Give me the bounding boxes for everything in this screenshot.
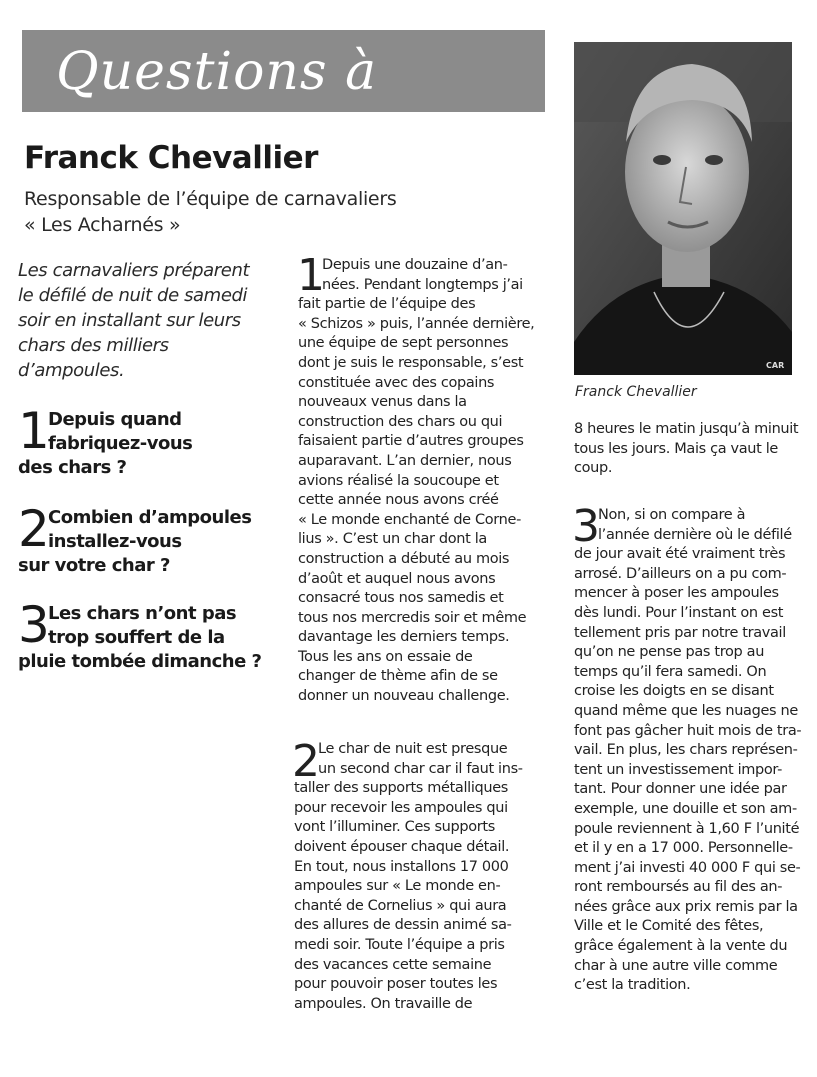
intro-line: chars des milliers [18,335,169,356]
answer-line: croise les doigts en se disant [574,683,774,700]
answer-line: tent un investissement impor- [574,761,782,778]
question-line: sur votre char ? [18,555,170,576]
photo-credit: CAR [766,361,785,370]
question-line: installez-vous [48,531,182,552]
answer-line: nouveaux venus dans la [298,394,467,411]
answer-line: vail. En plus, les chars représen- [574,742,798,759]
question-3 [18,596,280,674]
answer-line: quand même que les nuages ne [574,702,798,719]
answer-line: temps qu’il fera samedi. On [574,663,767,680]
interviewee-role [24,186,396,238]
answer-line: des vacances cette semaine [294,956,492,973]
question-line: Les chars n’ont pas [48,603,237,624]
answer-line: 8 heures le matin jusqu’à minuit [574,421,799,437]
question-number: 1 [18,402,50,460]
answer-line: auparavant. L’an dernier, nous [298,452,512,469]
answer-line: tellement pris par notre travail [574,624,786,641]
answer-line: fait partie de l’équipe des [298,296,476,313]
answer-line: nées. Pendant longtemps j’ai [322,276,523,293]
photo-caption: Franck Chevallier [575,384,697,400]
answer-line: nées grâce aux prix remis par la [574,898,798,915]
answer-number: 3 [572,501,600,552]
answer-line: davantage les derniers temps. [298,629,510,646]
answer-line: ront remboursés au fil des an- [574,879,783,896]
question-line: Combien d’ampoules [48,507,252,528]
answer-line: constituée avec des copains [298,374,495,391]
answer-line: chanté de Cornelius » qui aura [294,897,507,914]
question-line: trop souffert de la [48,627,225,648]
answer-line: medi soir. Toute l’équipe a pris [294,936,505,953]
answer-line: Tous les ans on essaie de [298,648,473,665]
answer-line: exemple, une douille et son am- [574,800,797,817]
answer-line: mencer à poser les ampoules [574,585,779,602]
answer-line: vont l’illuminer. Ces supports [294,819,495,836]
answer-2 [292,736,546,1014]
intro-line: soir en installant sur leurs [18,310,241,331]
answer-line: donner un nouveau challenge. [298,688,510,705]
answer-line: construction des chars ou qui [298,413,503,430]
answer-line: une équipe de sept personnes [298,335,509,352]
answer-line: pour recevoir les ampoules qui [294,799,508,816]
banner-title: Questions à [56,42,378,102]
answer-line: lius ». C’est un char dont la [298,531,487,548]
answer-number: 2 [292,736,320,787]
answer-line: construction a débuté au mois [298,550,510,567]
answer-3 [572,501,814,996]
question-line: Depuis quand [48,409,182,430]
answer-line: tous nos mercredis soir et même [298,609,527,626]
answer-line: En tout, nous installons 17 000 [294,858,509,875]
answer-line: pour pouvoir poser toutes les [294,976,498,993]
answer-line: de jour avait été vraiment très [574,546,786,563]
answer-line: des allures de dessin animé sa- [294,917,512,934]
answer-line: dès lundi. Pour l’instant on est [574,604,784,621]
answer-line: et il y en a 17 000. Personnelle- [574,840,793,857]
answer-line: consacré tous nos samedis et [298,590,504,607]
header-banner [22,30,545,112]
answer-line: char à une autre ville comme [574,957,778,974]
answer-line: faisaient partie d’autres groupes [298,433,524,450]
answer-line: qu’on ne pense pas trop au [574,644,765,661]
question-2 [18,500,280,578]
answer-line: tant. Pour donner une idée par [574,781,787,798]
question-number: 3 [18,596,50,654]
answer-line: un second char car il faut ins- [318,760,523,777]
answer-line: avions réalisé la soucoupe et [298,472,499,489]
answer-line: l’année dernière où le défilé [598,526,792,543]
answer-line: tous les jours. Mais ça vaut le [574,440,778,457]
portrait-photo [574,42,792,375]
answer-line: ampoules sur « Le monde en- [294,878,501,895]
answer-line: grâce également à la vente du [574,938,788,955]
answer-1 [297,250,548,707]
question-line: pluie tombée dimanche ? [18,651,262,672]
answer-line: cette année nous avons créé [298,492,499,509]
intro-line: le défilé de nuit de samedi [18,285,248,306]
answer-line: d’août et auquel nous avons [298,570,496,587]
answer-line: poule reviennent à 1,60 F l’unité [574,820,800,837]
answer-line: ment j’ai investi 40 000 F qui se- [574,859,801,876]
answer-number: 1 [297,250,325,301]
intro-text [18,258,273,383]
answer-line: font pas gâcher huit mois de tra- [574,722,802,739]
answer-line: arrosé. D’ailleurs on a pu com- [574,565,787,582]
portrait-illustration [574,42,792,375]
question-line: des chars ? [18,457,127,478]
answer-line: « Schizos » puis, l’année dernière, [298,315,535,332]
question-1 [18,402,280,480]
answer-line: c’est la tradition. [574,977,691,994]
intro-line: Les carnavaliers préparent [18,260,250,281]
answer-line: Depuis une douzaine d’an- [322,257,508,273]
answer-2-continued [574,420,814,479]
intro-line: d’ampoules. [18,360,125,381]
interviewee-name: Franck Chevallier [24,140,318,176]
answer-line: ampoules. On travaille de [294,995,473,1012]
answer-line: Non, si on compare à [598,507,746,523]
question-line: fabriquez-vous [48,433,193,454]
question-number: 2 [18,500,50,558]
answer-line: « Le monde enchanté de Corne- [298,511,521,528]
answer-line: changer de thème afin de se [298,668,498,685]
role-line: Responsable de l’équipe de carnavaliers [24,188,397,210]
answer-line: doivent épouser chaque détail. [294,838,510,855]
answer-line: Le char de nuit est presque [318,741,508,757]
role-line: « Les Acharnés » [24,214,181,236]
answer-line: coup. [574,460,613,477]
answer-line: Ville et le Comité des fêtes, [574,918,764,935]
answer-line: taller des supports métalliques [294,780,508,797]
answer-line: dont je suis le responsable, s’est [298,354,524,371]
